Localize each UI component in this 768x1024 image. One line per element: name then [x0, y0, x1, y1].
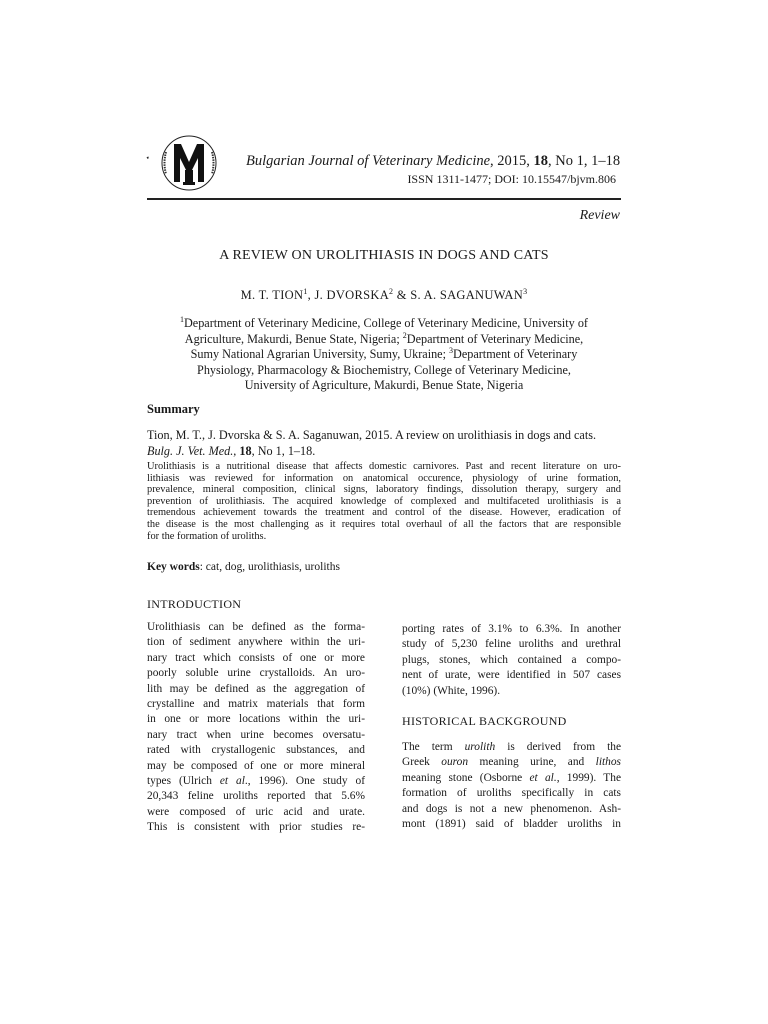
author-name: J. DVORSKA	[314, 288, 390, 302]
body-line: study of 5,230 feline uroliths and urethral	[402, 638, 621, 651]
journal-seal-icon	[145, 132, 218, 194]
body-line: plugs, stones, which contained a compo-	[402, 653, 621, 666]
body-italic: urolith	[464, 741, 496, 753]
journal-year: , 2015,	[490, 153, 534, 169]
article-type-label: Review	[579, 208, 620, 223]
body-text: The term	[402, 741, 465, 753]
abstract-line: tremendous achievement towards the treatment and control of the disease. However, eradication of	[147, 507, 621, 519]
body-line: lith may be defined as the aggregation of	[147, 682, 365, 695]
author-affiliation-marker: 2	[389, 286, 394, 296]
abstract-line: prevention of urolithiasis. The acquired knowledge of complexed and multifaceted urolithiasis is a	[147, 495, 621, 507]
citation-line	[147, 444, 621, 460]
body-line: mont (1891) said of bladder uroliths in	[402, 818, 621, 831]
affiliation-line	[147, 332, 621, 348]
introduction-heading: INTRODUCTION	[147, 597, 242, 611]
affiliation-marker: 3	[449, 345, 454, 355]
affiliations	[147, 316, 621, 394]
body-line: rated with crystallogenic substances, and	[147, 744, 365, 757]
issn-doi: ISSN 1311-1477; DOI: 10.15547/bjvm.806	[407, 172, 616, 186]
article-citation	[147, 428, 621, 459]
keywords-label: Key words	[147, 561, 200, 573]
body-line: and dogs is not a new phenomenon. Ash-	[402, 802, 621, 815]
journal-volume: 18	[533, 153, 549, 169]
keywords	[147, 561, 340, 573]
body-line: poorly soluble urine crystalloids. An uro-	[147, 667, 365, 680]
citation-volume: 18	[236, 443, 252, 458]
author-affiliation-marker: 1	[303, 286, 308, 296]
article-title: A REVIEW ON UROLITHIASIS IN DOGS AND CATS	[219, 248, 549, 263]
abstract-line: the disease is the most challenging as it requires total overhaul of all the factors that are responsible	[147, 518, 621, 530]
body-line: porting rates of 3.1% to 6.3%. In another	[402, 623, 621, 635]
body-text: meaning urine, and	[468, 756, 596, 769]
affiliation-text: Department of Veterinary	[453, 347, 578, 361]
journal-name: Bulgarian Journal of Veterinary Medicine	[246, 153, 491, 169]
body-line: in one or more locations within the uri-	[147, 713, 365, 726]
journal-issue-pages: , No 1, 1–18	[548, 153, 621, 169]
body-line	[402, 740, 621, 755]
body-italic: et al	[219, 775, 245, 788]
author-affiliation-marker: 3	[523, 286, 528, 296]
body-italic: ouron	[441, 756, 469, 769]
body-text: types (Ulrich	[147, 775, 220, 788]
abstract-line: prevalence, mineral composition, clinical signs, laboratory findings, dissolution therapy, surgery and	[147, 484, 621, 496]
body-line: (10%) (White, 1996).	[402, 684, 501, 697]
svg-text:✦: ✦	[145, 154, 153, 161]
citation-issue: , No 1, 1–18.	[251, 443, 316, 458]
affiliation-text: Department of Veterinary Medicine, College of Veterinary Medicine, University of	[184, 316, 588, 330]
keywords-list: : cat, dog, urolithiasis, uroliths	[199, 561, 340, 573]
body-line	[402, 755, 621, 770]
body-text: , 1999). The	[556, 771, 622, 784]
affiliation-marker: 1	[180, 314, 184, 324]
body-line: Urolithiasis can be defined as the forma-	[147, 621, 365, 633]
historical-background-heading: HISTORICAL BACKGROUND	[402, 714, 567, 728]
body-line: tion of sediment anywhere within the uri-	[147, 636, 365, 649]
author-name: M. T. TION	[240, 288, 304, 302]
abstract	[147, 461, 621, 542]
body-text: meaning stone (Osborne	[402, 771, 530, 784]
affiliation-marker: 2	[402, 330, 407, 340]
author-separator: ,	[307, 288, 315, 302]
body-line: This is consistent with prior studies re-	[147, 821, 365, 834]
affiliation-text: Agriculture, Makurdi, Benue State, Nigeria;	[184, 331, 403, 346]
introduction-body	[147, 620, 365, 836]
abstract-line: for the formation of uroliths.	[147, 530, 267, 542]
author-separator: &	[393, 288, 411, 302]
affiliation-line	[147, 347, 621, 363]
body-line: may be composed of one or more mineral	[147, 759, 365, 772]
body-line: 20,343 feline uroliths reported that 5.6%	[147, 790, 365, 803]
body-line	[147, 774, 365, 789]
citation-journal: Bulg. J. Vet. Med.,	[147, 443, 237, 458]
body-line: were composed of uric acid and urate.	[147, 805, 365, 818]
body-line: nary tract which consists of one or more	[147, 651, 365, 664]
body-line: nary tract when urine becomes oversatu-	[147, 728, 365, 741]
summary-heading: Summary	[147, 402, 200, 416]
body-line: nent of urate, were identified in 507 cases	[402, 669, 621, 682]
body-text: ., 1996). One study of	[244, 775, 365, 788]
body-line: formation of uroliths specifically in cats	[402, 787, 621, 800]
body-line	[402, 771, 621, 786]
body-italic: lithos	[595, 756, 621, 769]
historical-background-body	[402, 740, 621, 832]
introduction-body-continued	[402, 622, 621, 699]
body-text: is derived from the	[495, 741, 622, 753]
body-line: crystalline and matrix materials that form	[147, 698, 365, 711]
citation-line: Tion, M. T., J. Dvorska & S. A. Saganuwan, 2015. A review on urolithiasis in dogs and cats.	[147, 428, 597, 442]
affiliation-line: Physiology, Pharmacology & Biochemistry, College of Veterinary Medicine,	[197, 362, 571, 377]
affiliation-line	[147, 316, 621, 332]
body-italic: et al.	[529, 771, 557, 784]
affiliation-line: University of Agriculture, Makurdi, Benue State, Nigeria	[244, 378, 524, 392]
affiliation-text: Sumy National Agrarian University, Sumy, Ukraine;	[190, 347, 450, 361]
abstract-line: Urolithiasis is a nutritional disease that affects domestic carnivores. Past and recent literature on uro-	[147, 461, 621, 472]
affiliation-text: Department of Veterinary Medicine,	[406, 331, 584, 346]
header-divider	[147, 198, 621, 200]
author-list	[147, 288, 621, 303]
journal-citation-header	[246, 153, 620, 170]
abstract-line: lithiasis was reviewed for information on anatomical occurence, physiology of urine formation,	[147, 472, 621, 484]
body-text: Greek	[402, 756, 442, 769]
author-name: S. A. SAGANUWAN	[410, 288, 524, 302]
